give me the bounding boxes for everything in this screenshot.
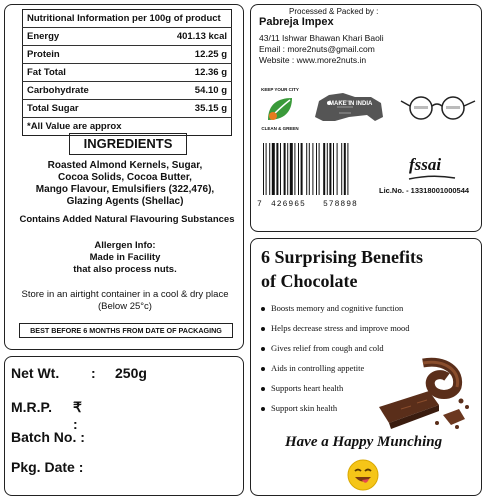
chocolate-image [373, 357, 473, 433]
batch-row [11, 429, 85, 445]
barcode-digits: 7 426965 578898 [257, 200, 358, 209]
lion-icon [309, 87, 389, 127]
flavouring-note: Contains Added Natural Flavouring Substances [19, 214, 235, 225]
closing-message: Have a Happy Munching [285, 434, 443, 450]
benefits-title: 6 Surprising Benefits of Chocolate [261, 247, 424, 291]
benefits-panel [250, 238, 482, 496]
net-wt-sep: : [91, 365, 96, 381]
ingredients-text: Roasted Almond Kernels, Sugar, Cocoa Solids, Cocoa Butter, Mango Flavour, Emulsifiers (322,476), Glazing Agents (Shellac) [35, 160, 215, 207]
pkg-date-label: Pkg. Date : [11, 459, 84, 475]
net-wt-value: 250g [115, 365, 147, 381]
table-row: Energy 401.13 kcal [23, 28, 232, 46]
table-row: Carbohydrate 54.10 g [23, 82, 232, 100]
nutrition-note: *All Value are approx [27, 121, 122, 132]
ingredients-title: INGREDIENTS [69, 133, 187, 155]
list-item: Gives relief from cough and cold [261, 342, 410, 362]
smiley-icon [347, 459, 379, 491]
nutrition-ingredients-panel [4, 4, 244, 350]
nutrition-header: Nutritional Information per 100g of product [23, 10, 232, 28]
batch-label: Batch No. : [11, 429, 85, 445]
clean-green-logo: KEEP YOUR CITY CLEAN & GREEN [261, 87, 299, 131]
table-row: Fat Total 12.36 g [23, 64, 232, 82]
list-item: Supports heart health [261, 382, 410, 402]
net-wt-label: Net Wt. [11, 365, 60, 381]
packer-address-block [259, 33, 384, 66]
packer-website: Website : www.more2nuts.in [259, 55, 367, 65]
make-in-india-logo: MAKE IN INDIA [309, 87, 389, 133]
list-item: Support skin health [261, 402, 410, 422]
net-weight-row [11, 365, 147, 381]
fssai-underline [407, 175, 457, 181]
logo-strip [259, 87, 479, 137]
nutrition-table [22, 9, 232, 136]
packer-panel [250, 4, 482, 232]
table-row: Total Sugar 35.15 g [23, 100, 232, 118]
allergen-info: Allergen Info: Made in Facility that also process nuts. [73, 240, 177, 275]
packer-header: Processed & Packed by : [289, 7, 379, 16]
packer-address: 43/11 Ishwar Bhawan Khari Baoli [259, 33, 384, 43]
table-row: Protein 12.25 g [23, 46, 232, 64]
glasses-icon [399, 93, 479, 123]
barcode [257, 143, 375, 210]
packer-email: Email : more2nuts@gmail.com [259, 44, 375, 54]
storage-info: Store in an airtight container in a cool & dry place (Below 25°c) [21, 289, 229, 312]
license-number: Lic.No. - 13318001000544 [379, 186, 470, 195]
net-weight-panel [4, 356, 244, 496]
mrp-row [11, 399, 82, 432]
best-before-box: BEST BEFORE 6 MONTHS FROM DATE OF PACKAGING [19, 323, 233, 338]
leaf-icon [264, 94, 296, 124]
barcode-bars [263, 143, 375, 195]
list-item: Helps decrease stress and improve mood [261, 322, 410, 342]
fssai-logo: fssai [409, 155, 442, 174]
list-item: Aids in controlling appetite [261, 362, 410, 382]
mrp-label: M.R.P. [11, 399, 52, 415]
swachh-bharat-logo [399, 93, 479, 129]
pkg-date-row [11, 459, 83, 475]
list-item: Boosts memory and cognitive function [261, 302, 410, 322]
packer-name: Pabreja Impex [259, 16, 334, 28]
rupee-icon: ₹ : [73, 399, 82, 432]
